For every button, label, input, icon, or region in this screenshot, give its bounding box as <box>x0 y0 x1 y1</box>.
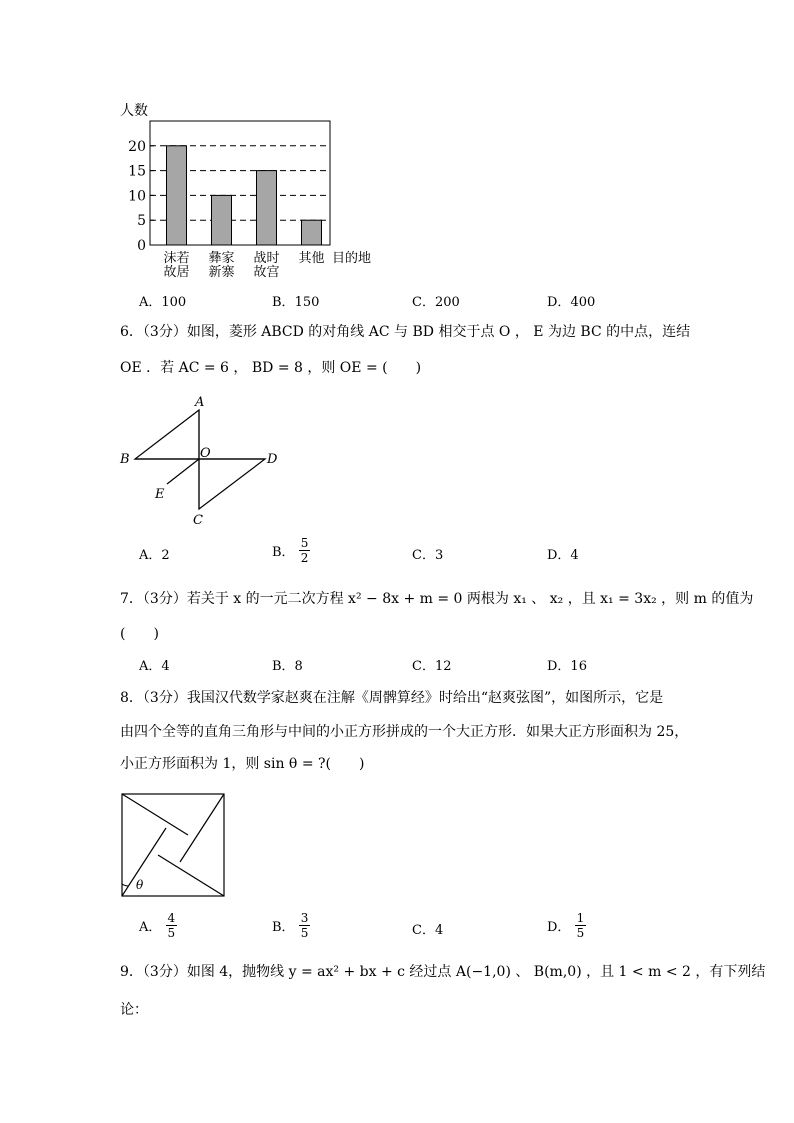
xtick-label-1-0: 彝家 <box>208 251 235 266</box>
bar-3 <box>302 220 322 245</box>
q8-stem-line1: 8．（3分）我国汉代数学家赵爽在注解《周髀算经》时给出“赵爽弦图”，如图所示，它是 <box>120 690 664 706</box>
theta-arc <box>122 884 128 886</box>
q8-stem-line2: 由四个全等的直角三角形与中间的小正方形拼成的一个大正方形．如果大正方形面积为 25， <box>120 724 689 740</box>
q5-option-c[interactable]: C．200 <box>412 295 460 310</box>
q6-option-a[interactable]: A．2 <box>139 548 170 563</box>
q9-stem-line1: 9．（3分）如图 4，抛物线 y = ax² + bx + c 经过点 A(−1,0) 、 B(m,0) ，且 1 < m < 2 ，有下列结 <box>120 964 766 980</box>
chart-ylabel: 人数 <box>120 103 148 119</box>
label-b: B <box>120 452 130 467</box>
q7-option-a[interactable]: A．4 <box>139 659 170 674</box>
triangle-side-3 <box>158 855 224 896</box>
bar-2 <box>257 171 277 245</box>
ytick-label-15: 15 <box>128 163 146 180</box>
q7-stem-line1: 7．（3分）若关于 x 的一元二次方程 x² − 8x + m = 0 两根为 x₁ 、 x₂ ，且 x₁ = 3x₂ ，则 m 的值为 <box>120 591 754 607</box>
q9-stem-line2: 论： <box>120 1002 148 1018</box>
ytick-label-20: 20 <box>128 138 146 155</box>
ytick-label-10: 10 <box>128 188 146 205</box>
q7-option-b[interactable]: B．8 <box>272 659 303 674</box>
xtick-label-3-0: 其他 <box>298 251 325 266</box>
q8-option-c[interactable]: C．4 <box>412 923 444 938</box>
label-a: A <box>195 395 205 410</box>
label-e: E <box>155 487 165 502</box>
zhao-shuang-figure <box>118 790 230 900</box>
xtick-label-1-1: 新寨 <box>208 265 235 280</box>
q7-option-d[interactable]: D．16 <box>547 659 587 674</box>
q7-stem-line2: ( ) <box>120 626 159 642</box>
segment-oe <box>167 459 199 484</box>
rhombus-figure <box>115 392 285 530</box>
q6-option-d[interactable]: D．4 <box>547 548 579 563</box>
q8-stem-line3: 小正方形面积为 1，则 sin θ = ?( ) <box>120 756 365 772</box>
ytick-label-0: 0 <box>137 238 146 254</box>
q6-stem-line2: OE ．若 AC = 6 ， BD = 8 ，则 OE = ( ) <box>120 360 422 376</box>
q5-option-d[interactable]: D．400 <box>547 295 596 310</box>
triangle-side-1 <box>122 794 188 835</box>
q8-option-d[interactable]: D． $\frac{1}{5}$ <box>547 911 585 940</box>
q6-option-c[interactable]: C．3 <box>412 548 444 563</box>
triangle-side-2 <box>180 794 224 862</box>
q6-option-b[interactable]: B． $\frac{5}{2}$ <box>272 536 309 565</box>
theta-label: θ <box>136 878 144 892</box>
q8-option-a[interactable]: A． $\frac{4}{5}$ <box>139 911 176 940</box>
xtick-label-2-1: 故宫 <box>253 265 280 280</box>
q5-option-a[interactable]: A．100 <box>139 295 187 310</box>
xtick-label-0-1: 故居 <box>163 265 190 280</box>
label-o: O <box>200 446 211 461</box>
q7-option-c[interactable]: C．12 <box>412 659 452 674</box>
chart-xlabel: 目的地 <box>332 251 372 266</box>
triangle-side-4 <box>122 828 166 896</box>
xtick-label-0-0: 沫若 <box>163 251 190 266</box>
label-c: C <box>193 513 203 528</box>
q6-stem-line1: 6．（3分）如图，菱形 ABCD 的对角线 AC 与 BD 相交于点 O ， E 为边 BC 的中点，连结 <box>120 324 691 340</box>
bar-chart <box>110 95 380 280</box>
q5-option-b[interactable]: B．150 <box>272 295 320 310</box>
q8-option-b[interactable]: B． $\frac{3}{5}$ <box>272 911 309 940</box>
bar-0 <box>167 146 187 245</box>
ytick-label-5: 5 <box>137 213 146 230</box>
xtick-label-2-0: 战时 <box>253 251 280 266</box>
bar-1 <box>212 195 232 245</box>
label-d: D <box>267 452 278 467</box>
